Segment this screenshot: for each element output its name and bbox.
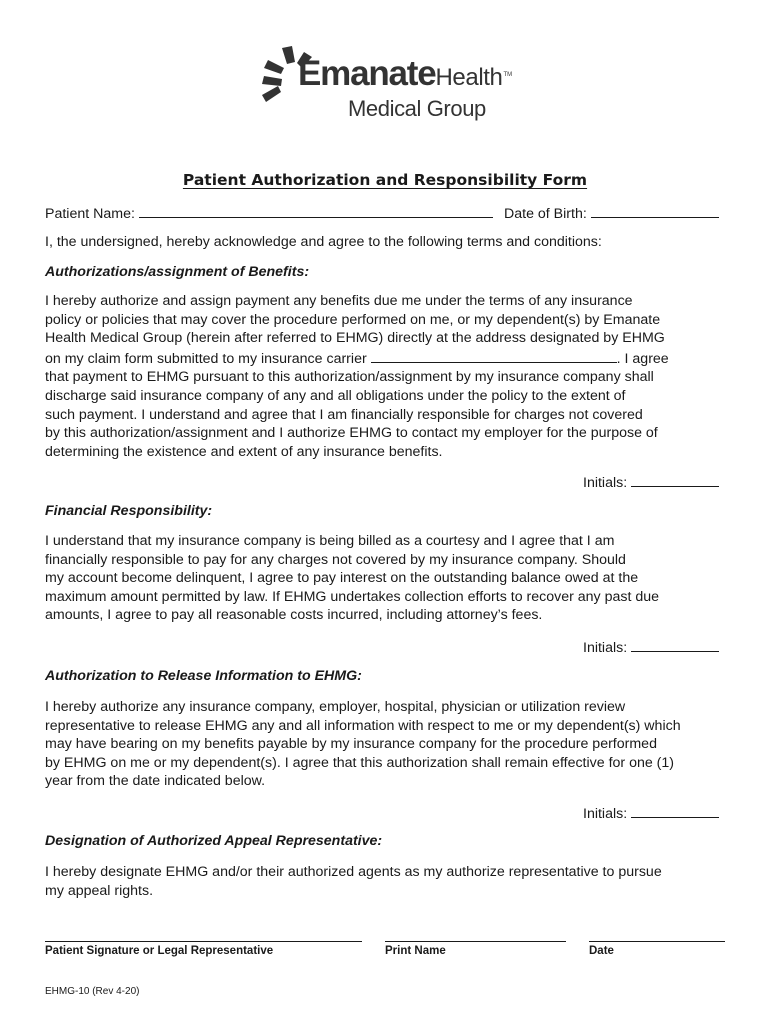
body-line-carrier (45, 348, 735, 369)
body-line: policy or policies that may cover the procedure performed on me, or my dependent(s) by Emanate (45, 311, 661, 328)
brand-name-emanate: Emanate (298, 54, 436, 93)
section-body-release (45, 698, 735, 791)
dob-label: Date of Birth: (504, 206, 587, 222)
form-code-footer: EHMG-10 (Rev 4-20) (45, 986, 140, 997)
date-signature-line[interactable] (589, 941, 725, 942)
brand-subtitle: Medical Group (348, 96, 486, 121)
body-line-text: . I agree (616, 350, 669, 367)
initials-field-release (583, 803, 719, 822)
body-line: may have bearing on my benefits payable by my insurance company for the procedure performed (45, 736, 657, 753)
body-line: discharge said insurance company of any and all obligations under the policy to the extent of (45, 387, 626, 404)
body-line: I understand that my insurance company is being billed as a courtesy and I agree that I am (45, 533, 615, 549)
trademark-mark: TM (503, 72, 513, 78)
patient-name-label: Patient Name: (45, 206, 135, 222)
emanate-health-logo (262, 44, 512, 126)
date-label: Date (589, 945, 614, 957)
body-line: financially responsible to pay for any charges not covered by my insurance company. Should (45, 551, 626, 568)
intro-text: I, the undersigned, hereby acknowledge and agree to the following terms and conditions: (45, 234, 602, 250)
initials-input-line[interactable] (631, 637, 719, 652)
insurance-carrier-input-line[interactable] (371, 348, 617, 363)
initials-label: Initials: (583, 806, 628, 822)
initials-label: Initials: (583, 640, 628, 656)
initials-label: Initials: (583, 475, 628, 491)
dob-input-line[interactable] (591, 203, 719, 218)
patient-name-field (45, 203, 493, 222)
body-line: I hereby authorize any insurance company, employer, hospital, physician or utilization review (45, 699, 626, 715)
body-line: by EHMG on me or my dependent(s). I agree that this authorization shall remain effective for one (1) (45, 754, 675, 771)
print-name-line[interactable] (385, 941, 566, 942)
body-line: that payment to EHMG pursuant to this authorization/assignment by my insurance company shall (45, 369, 654, 386)
section-body-appeal (45, 863, 735, 900)
dob-field (504, 203, 719, 222)
body-line: Health Medical Group (herein after referred to EHMG) directly at the address designated by EHMG (45, 330, 665, 347)
body-line-text: on my claim form submitted to my insurance carrier (45, 350, 367, 367)
body-line: by this authorization/assignment and I authorize EHMG to contact my employer for the purpose of (45, 425, 658, 442)
form-title-text: Patient Authorization and Responsibility Form (182, 171, 588, 189)
form-title (0, 171, 770, 189)
body-line: year from the date indicated below. (45, 773, 266, 790)
body-line: my appeal rights. (45, 882, 154, 899)
section-heading-benefits: Authorizations/assignment of Benefits: (45, 264, 310, 280)
brand-name (298, 56, 512, 91)
section-body-financial (45, 532, 735, 625)
initials-field-benefits (583, 472, 719, 491)
section-body-benefits (45, 292, 735, 461)
initials-input-line[interactable] (631, 803, 719, 818)
body-line: representative to release EHMG any and all information with respect to me or my dependent(s) which (45, 717, 681, 734)
patient-signature-line[interactable] (45, 941, 362, 942)
brand-name-health: Health (435, 64, 503, 91)
print-name-label: Print Name (385, 945, 446, 957)
section-heading-financial: Financial Responsibility: (45, 503, 213, 519)
initials-input-line[interactable] (631, 472, 719, 487)
body-line: my account become delinquent, I agree to pay interest on the outstanding balance owed at the (45, 570, 639, 587)
body-line: I hereby designate EHMG and/or their authorized agents as my authorize representative to pursue (45, 864, 662, 880)
body-line: such payment. I understand and agree that I am financially responsible for charges not covered (45, 406, 643, 423)
body-line: maximum amount permitted by law. If EHMG undertakes collection efforts to recover any past due (45, 588, 660, 605)
initials-field-financial (583, 637, 719, 656)
section-heading-release: Authorization to Release Information to EHMG: (45, 668, 362, 684)
body-line: I hereby authorize and assign payment any benefits due me under the terms of any insurance (45, 293, 633, 309)
section-heading-appeal: Designation of Authorized Appeal Representative: (45, 833, 383, 849)
body-line: determining the existence and extent of any insurance benefits. (45, 443, 443, 460)
patient-name-input-line[interactable] (139, 203, 493, 218)
patient-signature-label: Patient Signature or Legal Representative (45, 945, 274, 957)
body-line: amounts, I agree to pay all reasonable costs incurred, including attorney’s fees. (45, 607, 543, 624)
